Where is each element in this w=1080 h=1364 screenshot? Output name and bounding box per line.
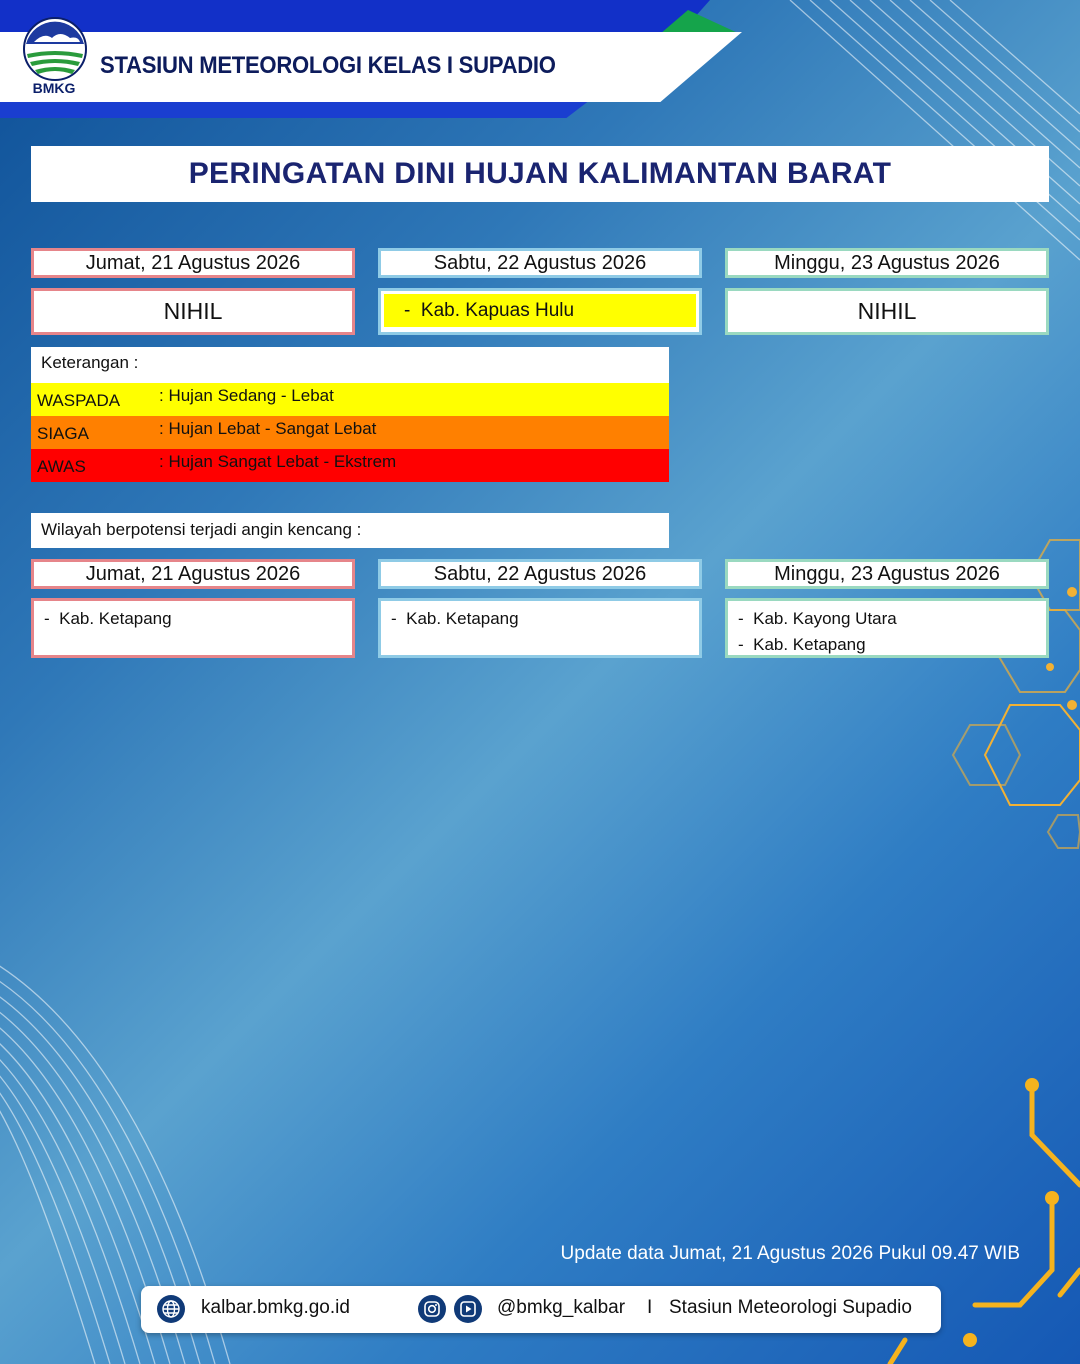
page-title: PERINGATAN DINI HUJAN KALIMANTAN BARAT [188, 157, 892, 190]
header-band-blue-bottom [0, 100, 590, 118]
footer-separator: I [647, 1297, 653, 1318]
legend-level: WASPADA [37, 391, 121, 410]
list-item: - Kab. Ketapang [44, 609, 172, 628]
wind-day-3-list [728, 601, 1046, 661]
wind-title: Wilayah berpotensi terjadi angin kencang : [31, 513, 669, 548]
rain-day-2-warning-item [384, 294, 696, 327]
youtube-icon[interactable] [454, 1295, 482, 1323]
station-name: STASIUN METEOROLOGI KELAS I SUPADIO [100, 52, 556, 79]
title-box [31, 146, 1049, 202]
rain-day-2-header: Sabtu, 22 Agustus 2026 [378, 248, 702, 278]
rain-day-1-body [31, 288, 355, 335]
list-item: - Kab. Kayong Utara [738, 609, 897, 628]
rain-day-2-body [378, 288, 702, 335]
wind-day-3-body [725, 598, 1049, 658]
legend-title: Keterangan : [31, 347, 669, 383]
footer-bar [141, 1286, 941, 1333]
rain-day-3-value: NIHIL [857, 298, 917, 324]
wind-day-1-body [31, 598, 355, 658]
wind-day-1-list [34, 601, 352, 635]
rain-day-1-value: NIHIL [163, 298, 223, 324]
footer-station: Stasiun Meteorologi Supadio [669, 1297, 912, 1318]
list-dash: - [404, 299, 421, 321]
wind-day-1-header: Jumat, 21 Agustus 2026 [31, 559, 355, 589]
wind-area: Kab. Ketapang [59, 609, 172, 628]
wind-area: Kab. Kayong Utara [753, 609, 897, 628]
list-item: - Kab. Ketapang [391, 609, 519, 628]
wind-day-3-header: Minggu, 23 Agustus 2026 [725, 559, 1049, 589]
logo-text: BMKG [32, 80, 76, 96]
rain-day-2-area: Kab. Kapuas Hulu [420, 299, 575, 321]
rain-day-3-body [725, 288, 1049, 335]
wind-day-2-list [381, 601, 699, 635]
wind-area: Kab. Ketapang [753, 635, 866, 654]
legend-desc: : Hujan Sedang - Lebat [159, 386, 334, 405]
legend-row-siaga [31, 416, 669, 449]
header-band-blue [0, 0, 710, 32]
list-item: - Kab. Ketapang [738, 635, 866, 654]
legend-row-awas [31, 449, 669, 482]
legend-row-waspada [31, 383, 669, 416]
legend-level: AWAS [37, 457, 86, 476]
wind-day-2-header: Sabtu, 22 Agustus 2026 [378, 559, 702, 589]
legend [31, 347, 669, 482]
legend-level: SIAGA [37, 424, 89, 443]
rain-day-1-header: Jumat, 21 Agustus 2026 [31, 248, 355, 278]
rain-day-3-header: Minggu, 23 Agustus 2026 [725, 248, 1049, 278]
wind-day-2-body [378, 598, 702, 658]
website-link[interactable]: kalbar.bmkg.go.id [201, 1297, 350, 1318]
social-handle[interactable]: @bmkg_kalbar [497, 1297, 626, 1318]
legend-desc: : Hujan Sangat Lebat - Ekstrem [159, 452, 397, 471]
instagram-icon[interactable] [418, 1295, 446, 1323]
globe-icon [157, 1295, 185, 1323]
legend-desc: : Hujan Lebat - Sangat Lebat [159, 419, 377, 438]
wind-area: Kab. Ketapang [406, 609, 519, 628]
update-info: Update data Jumat, 21 Agustus 2026 Pukul 09.47 WIB [560, 1243, 1020, 1264]
